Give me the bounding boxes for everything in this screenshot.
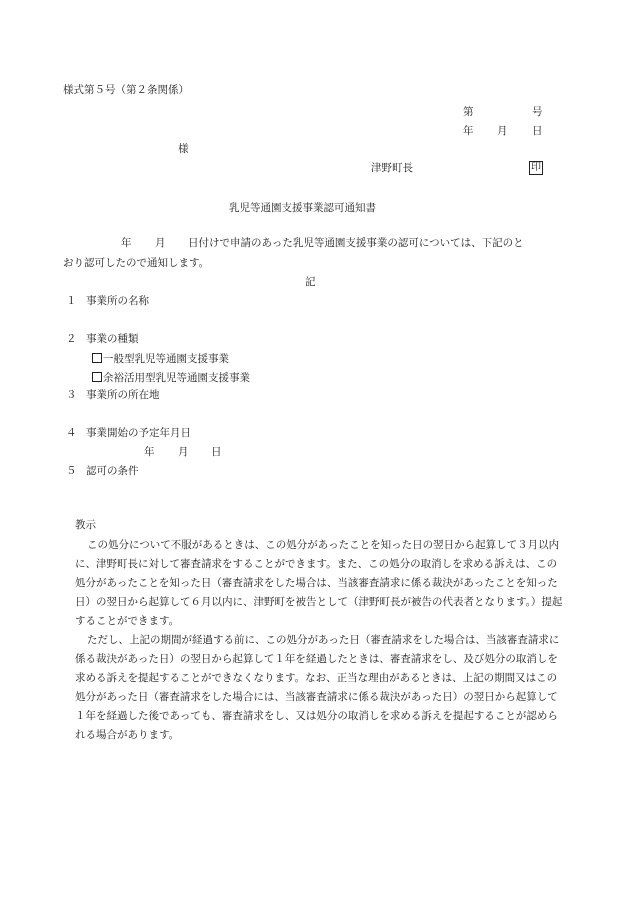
document-number-suffix: 号	[532, 106, 543, 118]
item-number: ２	[66, 333, 77, 345]
intro-year: 年	[121, 237, 132, 249]
item-number: ４	[66, 427, 77, 439]
item-number: ５	[66, 465, 77, 477]
notice-heading: 教示	[75, 519, 96, 531]
intro-month: 月	[155, 237, 166, 249]
notice-line: 処分があった日（審査請求をした場合には、当該審査請求に係る裁決があった日）の翌日から起算して	[75, 691, 558, 703]
start-date-month: 月	[178, 446, 189, 458]
business-type-label: 一般型乳児等通園支援事業	[103, 353, 229, 365]
business-type-option-general[interactable]	[92, 353, 229, 365]
start-date-day: 日	[211, 446, 222, 458]
notice-line: この処分について不服があるときは、この処分があったことを知った日の翌日から起算して３月以内	[87, 539, 560, 551]
business-type-option-surplus[interactable]	[92, 372, 250, 384]
notice-line: 求める訴えを提起することができなくなります。なお、正当な理由があるときは、上記の期間又はこの	[75, 672, 558, 684]
date-month: 月	[497, 125, 508, 137]
checkbox-icon[interactable]	[92, 372, 102, 382]
business-type-label: 余裕活用型乳児等通園支援事業	[103, 372, 250, 384]
date-year: 年	[463, 125, 474, 137]
intro-line-1: 日付けで申請のあった乳児等通園支援事業の認可については、下記のと	[188, 237, 524, 249]
notice-line: に、津野町長に対して審査請求をすることができます。また、この処分の取消しを求める訴えは、この	[75, 558, 558, 570]
form-number: 様式第５号（第２条関係）	[63, 84, 189, 96]
notice-line: ただし、上記の期間が経過する前に、この処分があった日（審査請求をした場合は、当該審査請求に	[87, 634, 560, 646]
notice-line: 処分があったことを知った日（審査請求をした場合は、当該審査請求に係る裁決があったことを知った	[75, 577, 558, 589]
ki-heading: 記	[305, 276, 316, 288]
item-label-business-type: 事業の種類	[86, 333, 139, 345]
notice-line: れる場合があります。	[75, 729, 180, 741]
item-label-facility-name: 事業所の名称	[86, 295, 149, 307]
seal-mark: 印	[531, 162, 541, 173]
notice-line: 係る裁決があった日）の翌日から起算して１年を経過したときは、審査請求をし、及び処分の取消しを	[75, 653, 558, 665]
document-title: 乳児等通園支援事業認可通知書	[229, 202, 376, 214]
notice-line: 日）の翌日から起算して６月以内に、津野町を被告として（津野町長が被告の代表者となります。）提起	[75, 596, 563, 608]
intro-line-2: おり認可したので通知します。	[63, 257, 210, 269]
date-day: 日	[532, 125, 543, 137]
item-label-start-date: 事業開始の予定年月日	[86, 427, 191, 439]
notice-line: することができます。	[75, 615, 180, 627]
item-label-facility-location: 事業所の所在地	[86, 389, 160, 401]
item-label-conditions: 認可の条件	[86, 465, 139, 477]
item-number: ３	[66, 389, 77, 401]
checkbox-icon[interactable]	[92, 353, 102, 363]
addressee-suffix: 様	[178, 143, 189, 155]
issuer-name: 津野町長	[371, 162, 413, 174]
start-date-year: 年	[144, 446, 155, 458]
notice-line: １年を経過した後であっても、審査請求をし、又は処分の取消しを求める訴えを提起することが認めら	[75, 710, 558, 722]
item-number: １	[66, 295, 77, 307]
document-number-prefix: 第	[463, 106, 474, 118]
